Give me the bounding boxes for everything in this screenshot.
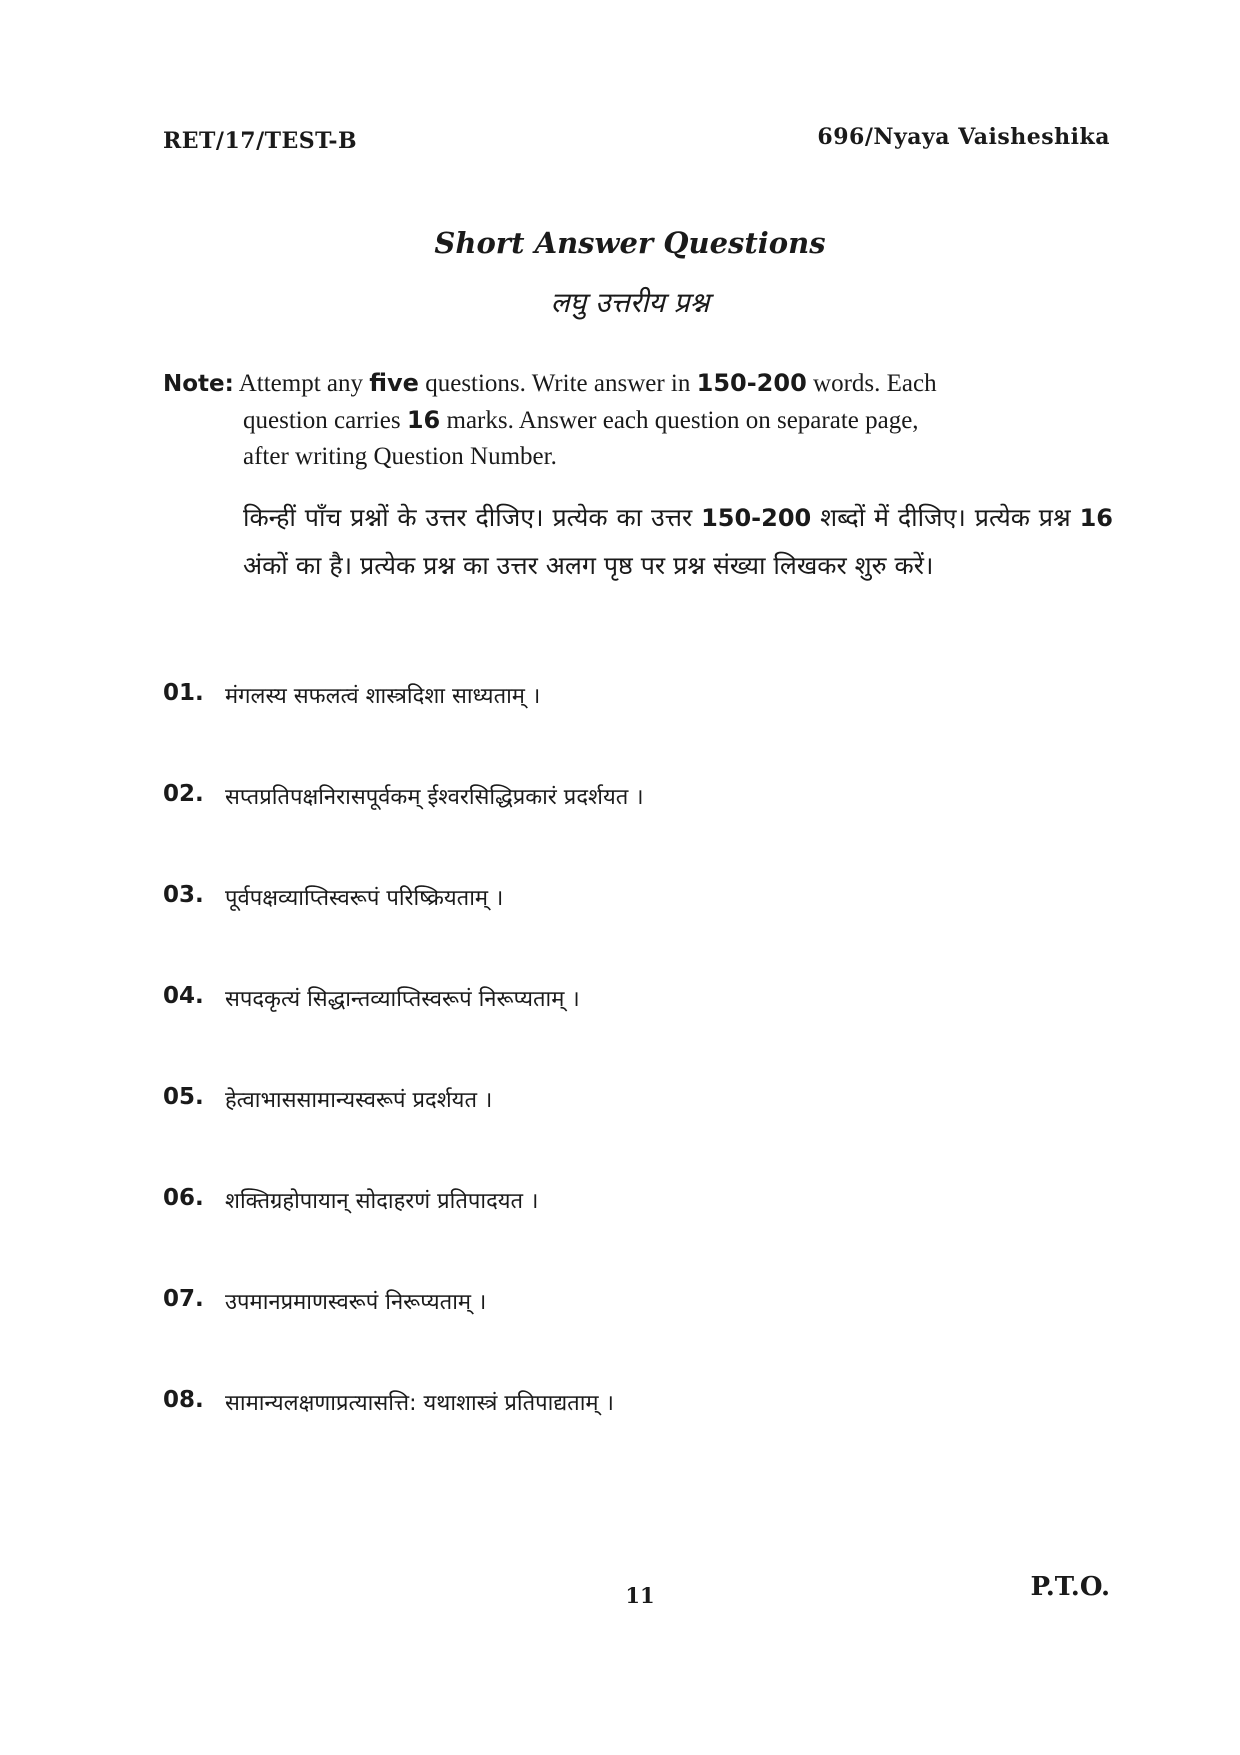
note-five: five	[369, 369, 419, 397]
question-item	[163, 1185, 1113, 1286]
question-item	[163, 1286, 1113, 1387]
question-text: पूर्वपक्षव्याप्तिस्वरूपं परिष्क्रियताम् ।	[225, 886, 504, 911]
subject-title: 696/Nyaya Vaisheshika	[817, 124, 1110, 150]
note-hindi-marks: 16	[1079, 504, 1113, 532]
section-title-hindi: लघु उत्तरीय प्रश्न	[550, 286, 710, 319]
question-text: सामान्यलक्षणाप्रत्यासत्ति: यथाशास्त्रं प्रतिपाद्यताम् ।	[225, 1391, 614, 1416]
question-item	[163, 983, 1113, 1084]
question-number: 02.	[163, 781, 204, 807]
question-number: 03.	[163, 882, 204, 908]
question-number: 05.	[163, 1084, 204, 1110]
note-text: after writing Question Number.	[243, 443, 557, 470]
instructions-hindi	[243, 494, 1113, 590]
note-marks: 16	[406, 406, 441, 434]
question-number: 08.	[163, 1387, 204, 1413]
question-text: सपदकृत्यं सिद्धान्तव्याप्तिस्वरूपं निरूप्यताम् ।	[225, 987, 580, 1012]
question-text: शक्तिग्रहोपायान् सोदाहरणं प्रतिपादयत ।	[225, 1189, 539, 1214]
question-number: 07.	[163, 1286, 204, 1312]
question-number: 06.	[163, 1185, 204, 1211]
instructions-english	[163, 365, 1108, 475]
note-text: question carries	[243, 407, 401, 434]
question-list	[163, 680, 1113, 1488]
note-label: Note:	[163, 371, 234, 397]
question-text: हेत्वाभाससामान्यस्वरूपं प्रदर्शयत ।	[225, 1088, 493, 1113]
section-title: Short Answer Questions	[434, 226, 826, 260]
note-text: Attempt any	[238, 370, 363, 397]
note-text: words. Each	[813, 370, 937, 397]
question-item	[163, 680, 1113, 781]
note-word-count: 150-200	[696, 369, 807, 397]
question-item	[163, 1084, 1113, 1185]
question-item	[163, 781, 1113, 882]
note-text: marks. Answer each question on separate page,	[446, 407, 919, 434]
question-item	[163, 882, 1113, 983]
note-hindi-text: शब्दों में दीजिए। प्रत्येक प्रश्न	[820, 503, 1071, 532]
question-text: उपमानप्रमाणस्वरूपं निरूप्यताम् ।	[225, 1290, 487, 1315]
question-text: सप्तप्रतिपक्षनिरासपूर्वकम् ईश्वरसिद्धिप्रकारं प्रदर्शयत ।	[225, 785, 644, 810]
question-number: 01.	[163, 680, 204, 706]
note-hindi-word-count: 150-200	[701, 504, 812, 532]
note-hindi-text: किन्हीं पाँच प्रश्नों के उत्तर दीजिए। प्रत्येक का उत्तर	[243, 503, 693, 532]
question-text: मंगलस्य सफलत्वं शास्त्रदिशा साध्यताम् ।	[225, 684, 541, 709]
question-item	[163, 1387, 1113, 1488]
page-number: 11	[625, 1583, 655, 1608]
note-text: questions. Write answer in	[425, 370, 691, 397]
note-hindi-text: अंकों का है। प्रत्येक प्रश्न का उत्तर अलग पृष्ठ पर प्रश्न संख्या लिखकर शुरु करें।	[243, 551, 934, 580]
pto-label: P.T.O.	[1030, 1572, 1110, 1602]
exam-code: RET/17/TEST-B	[163, 128, 358, 154]
question-number: 04.	[163, 983, 204, 1009]
